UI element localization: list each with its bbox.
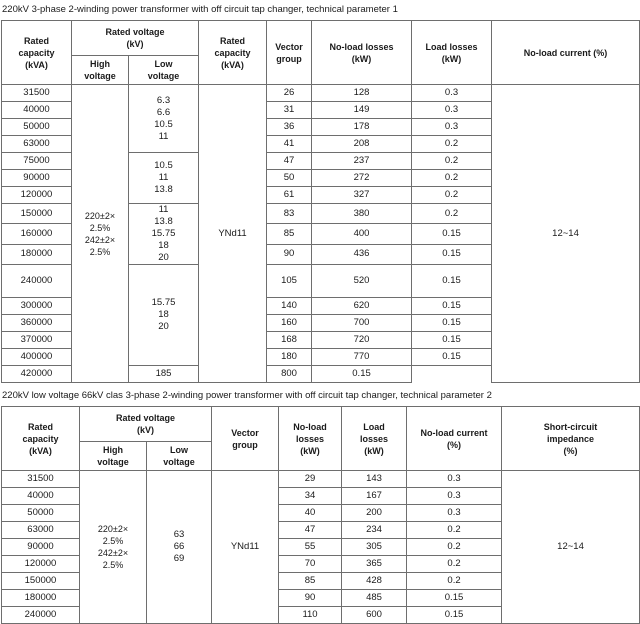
header-line: Rated: [27, 421, 53, 432]
cell-line: 18: [158, 240, 169, 251]
cell-rated-capacity: 63000: [2, 136, 72, 153]
cell-load-losses: 600: [342, 607, 407, 624]
cell-line: 63: [173, 529, 185, 540]
cell-no-load-losses: 520: [312, 265, 412, 298]
table1-header: [2, 21, 640, 85]
header-line: voltage: [84, 71, 116, 81]
header-line: No-load losses: [329, 41, 394, 52]
header-line: Vector: [231, 427, 259, 438]
header-line: capacity: [18, 47, 55, 58]
col-header-high-voltage: [72, 56, 129, 85]
header-line: Vector: [275, 41, 303, 52]
col-header-load-losses: [412, 21, 492, 85]
header-line: capacity: [22, 433, 59, 444]
header-line: Rated: [23, 35, 49, 46]
table-row: [2, 471, 640, 488]
cell-rated-capacity: 31500: [2, 471, 80, 488]
cell-line: 2.5%: [102, 560, 124, 570]
cell-no-load-current: 0.15: [407, 607, 502, 624]
cell-no-load-losses: 237: [312, 153, 412, 170]
cell-load-losses: 485: [342, 590, 407, 607]
cell-rated-capacity: 75000: [2, 153, 72, 170]
cell-no-load-losses: 208: [312, 136, 412, 153]
cell-load-losses: 0.15: [412, 224, 492, 244]
table2-header: [2, 407, 640, 471]
cell-no-load-losses: 620: [312, 298, 412, 315]
cell-line: 13.8: [154, 216, 173, 227]
cell-no-load-losses: 720: [312, 332, 412, 349]
cell-vector-value: 83: [267, 204, 312, 224]
col-header-no-load-current: No-load current (%): [492, 21, 640, 85]
col-header-short-circuit-impedance: [502, 407, 640, 471]
cell-no-load-losses: 400: [312, 224, 412, 244]
cell-low-voltage: [129, 204, 199, 265]
cell-rated-capacity: 40000: [2, 102, 72, 119]
table-technical-parameter-1: [1, 20, 640, 383]
cell-low-voltage: [129, 85, 199, 153]
cell-rated-capacity: 40000: [2, 488, 80, 505]
cell-no-load-losses: 34: [279, 488, 342, 505]
header-line: (%): [563, 445, 578, 456]
cell-vector-value: 47: [267, 153, 312, 170]
cell-vector-value: 90: [267, 244, 312, 264]
cell-line: 220±2×: [84, 210, 116, 221]
col-header-rated-capacity: [2, 407, 80, 471]
cell-vector-value: 180: [267, 349, 312, 366]
cell-no-load-current: 0.2: [407, 522, 502, 539]
col-header-rated-voltage: [72, 21, 199, 56]
cell-no-load-losses: 29: [279, 471, 342, 488]
table-row: [2, 85, 640, 102]
header-line: Load losses: [425, 41, 478, 52]
header-line: (%): [447, 439, 462, 450]
header-line: (kV): [126, 39, 144, 49]
cell-load-losses: 0.3: [412, 102, 492, 119]
col-header-load-losses: [342, 407, 407, 471]
cell-load-losses: 0.2: [412, 204, 492, 224]
header-line: Rated voltage: [116, 413, 176, 423]
cell-rated-capacity: 90000: [2, 539, 80, 556]
cell-no-load-losses: 55: [279, 539, 342, 556]
cell-no-load-losses: 436: [312, 244, 412, 264]
header-line: Rated voltage: [105, 27, 165, 37]
cell-rated-capacity: 63000: [2, 522, 80, 539]
cell-line: 220±2×: [97, 524, 129, 534]
cell-rated-capacity: 180000: [2, 590, 80, 607]
cell-vector-value: 26: [267, 85, 312, 102]
cell-line: 11: [158, 204, 169, 215]
header-line: No-load: [293, 421, 327, 432]
cell-line: 15.75: [151, 297, 176, 308]
cell-line: 20: [158, 252, 169, 263]
cell-line: 15.75: [151, 228, 176, 239]
cell-no-load-current: 0.3: [407, 488, 502, 505]
cell-line: 69: [173, 553, 185, 564]
cell-line: 242±2×: [84, 234, 116, 245]
table1-caption: 220kV 3-phase 2-winding power transformer with off circuit tap changer, technical parameter 1: [2, 4, 398, 15]
cell-load-losses: 305: [342, 539, 407, 556]
cell-load-losses: 0.2: [412, 136, 492, 153]
header-line: (kW): [300, 445, 320, 456]
cell-load-losses: 0.15: [412, 332, 492, 349]
cell-line: 18: [158, 309, 169, 320]
cell-no-load-losses: 47: [279, 522, 342, 539]
header-line: voltage: [97, 457, 129, 467]
cell-line: 13.8: [154, 184, 173, 195]
col-header-no-load-losses: [279, 407, 342, 471]
cell-load-losses: 0.2: [412, 170, 492, 187]
table2-body: [2, 471, 640, 624]
cell-no-load-losses: 110: [279, 607, 342, 624]
col-header-vector-group: [267, 21, 312, 85]
header-line: group: [232, 439, 258, 450]
header-line: (kVA): [221, 59, 244, 70]
cell-load-losses: 0.15: [412, 315, 492, 332]
header-line: High: [90, 59, 110, 69]
cell-line: 10.5: [154, 118, 173, 130]
cell-rated-capacity: 360000: [2, 315, 72, 332]
cell-line: 2.5%: [102, 536, 124, 546]
header-line: voltage: [147, 71, 180, 81]
cell-no-load-losses: 380: [312, 204, 412, 224]
header-line: losses: [360, 433, 389, 444]
col-header-low-voltage: [147, 442, 212, 471]
cell-rated-capacity: 50000: [2, 119, 72, 136]
cell-no-load-losses: 770: [312, 349, 412, 366]
cell-line: 2.5%: [89, 222, 111, 233]
cell-load-losses: 234: [342, 522, 407, 539]
header-line: (kV): [137, 425, 155, 435]
cell-load-losses: 167: [342, 488, 407, 505]
cell-no-load-losses: 90: [279, 590, 342, 607]
cell-no-load-losses: 40: [279, 505, 342, 522]
header-line: High: [103, 445, 123, 455]
cell-high-voltage: [72, 85, 129, 383]
cell-vector-value: 36: [267, 119, 312, 136]
col-header-low-voltage: [129, 56, 199, 85]
col-header-rated-capacity-2: [199, 21, 267, 85]
cell-low-voltage: [147, 471, 212, 624]
cell-vector-value: 50: [267, 170, 312, 187]
cell-load-losses: 0.15: [412, 265, 492, 298]
col-header-high-voltage: [80, 442, 147, 471]
cell-line: 11: [158, 172, 169, 183]
col-header-vector-group: [212, 407, 279, 471]
header-line: Low: [154, 59, 173, 69]
cell-load-losses: 0.15: [412, 349, 492, 366]
cell-rated-capacity: 240000: [2, 265, 72, 298]
cell-load-losses: 143: [342, 471, 407, 488]
cell-load-losses: 200: [342, 505, 407, 522]
cell-no-load-losses: 128: [312, 85, 412, 102]
header-line: (kVA): [29, 445, 52, 456]
table1-body: [2, 85, 640, 383]
col-header-no-load-losses: [312, 21, 412, 85]
cell-vector-group: YNd11: [212, 471, 279, 624]
cell-no-load-current: 0.3: [407, 471, 502, 488]
cell-line: 20: [158, 321, 169, 332]
cell-line: 2.5%: [89, 246, 111, 257]
cell-rated-capacity: 370000: [2, 332, 72, 349]
cell-load-losses: 428: [342, 573, 407, 590]
cell-low-voltage: [129, 265, 199, 366]
col-header-rated-capacity-1: [2, 21, 72, 85]
cell-rated-capacity: 31500: [2, 85, 72, 102]
cell-no-load-current: 0.15: [407, 590, 502, 607]
cell-short-circuit-impedance: 12~14: [502, 471, 640, 624]
cell-vector-value: 85: [267, 224, 312, 244]
cell-rated-capacity: 300000: [2, 298, 72, 315]
cell-no-load-losses: 800: [267, 366, 312, 383]
cell-no-load-losses: 700: [312, 315, 412, 332]
cell-high-voltage: [80, 471, 147, 624]
cell-vector-value: 160: [267, 315, 312, 332]
cell-no-load-current: 0.3: [407, 505, 502, 522]
cell-no-load-current: 0.2: [407, 573, 502, 590]
cell-vector-value: 185: [129, 366, 199, 383]
col-header-rated-voltage: [80, 407, 212, 442]
cell-vector-value: 41: [267, 136, 312, 153]
cell-load-losses: 0.15: [412, 298, 492, 315]
cell-rated-capacity: 400000: [2, 349, 72, 366]
cell-no-load-current: 0.2: [407, 556, 502, 573]
header-line: (kW): [441, 53, 462, 64]
cell-load-losses: 0.3: [412, 119, 492, 136]
cell-line: 6.3: [156, 94, 171, 106]
cell-rated-capacity: 150000: [2, 573, 80, 590]
cell-no-load-losses: 272: [312, 170, 412, 187]
cell-low-voltage: [129, 153, 199, 204]
cell-rated-capacity: 240000: [2, 607, 80, 624]
col-header-no-load-current: [407, 407, 502, 471]
header-line: Rated: [220, 35, 246, 46]
cell-vector-value: 61: [267, 187, 312, 204]
header-line: capacity: [214, 47, 251, 58]
header-line: group: [276, 53, 302, 64]
header-line: impedance: [547, 433, 595, 444]
cell-no-load-losses: 327: [312, 187, 412, 204]
cell-no-load-losses: 178: [312, 119, 412, 136]
cell-line: 6.6: [156, 106, 171, 118]
header-line: (kW): [351, 53, 372, 64]
cell-rated-capacity: 50000: [2, 505, 80, 522]
header-line: (kVA): [25, 59, 48, 70]
cell-rated-capacity: 120000: [2, 187, 72, 204]
header-line: Short-circuit: [543, 421, 598, 432]
cell-load-losses: 365: [342, 556, 407, 573]
cell-load-losses: 0.2: [412, 153, 492, 170]
cell-no-load-current: 0.2: [407, 539, 502, 556]
cell-no-load-losses: 149: [312, 102, 412, 119]
header-line: losses: [296, 433, 325, 444]
cell-vector-value: 105: [267, 265, 312, 298]
cell-no-load-losses: 70: [279, 556, 342, 573]
header-line: No-load current: [420, 427, 488, 438]
cell-load-losses: 0.15: [412, 244, 492, 264]
cell-vector-value: 31: [267, 102, 312, 119]
table-technical-parameter-2: [1, 406, 640, 624]
cell-line: 66: [173, 541, 185, 552]
cell-vector-value: 168: [267, 332, 312, 349]
cell-rated-capacity: 90000: [2, 170, 72, 187]
cell-vector-value: 140: [267, 298, 312, 315]
cell-rated-capacity: 420000: [2, 366, 72, 383]
cell-load-losses: 0.15: [312, 366, 412, 383]
cell-line: 242±2×: [97, 548, 129, 558]
cell-rated-capacity: 160000: [2, 224, 72, 244]
cell-no-load-current: 12~14: [492, 85, 640, 383]
cell-load-losses: 0.2: [412, 187, 492, 204]
cell-line: 11: [158, 130, 169, 142]
cell-rated-capacity: 150000: [2, 204, 72, 224]
header-line: (kW): [364, 445, 384, 456]
cell-rated-capacity: 120000: [2, 556, 80, 573]
cell-rated-capacity: 180000: [2, 244, 72, 264]
header-line: Low: [170, 445, 188, 455]
cell-line: 10.5: [154, 160, 173, 171]
cell-load-losses: 0.3: [412, 85, 492, 102]
cell-rated-capacity-2: YNd11: [199, 85, 267, 383]
header-line: Load: [363, 421, 385, 432]
cell-no-load-losses: 85: [279, 573, 342, 590]
table2-caption: 220kV low voltage 66kV clas 3-phase 2-winding power transformer with off circuit tap changer, technical parameter 2: [2, 390, 492, 401]
header-line: voltage: [163, 457, 195, 467]
